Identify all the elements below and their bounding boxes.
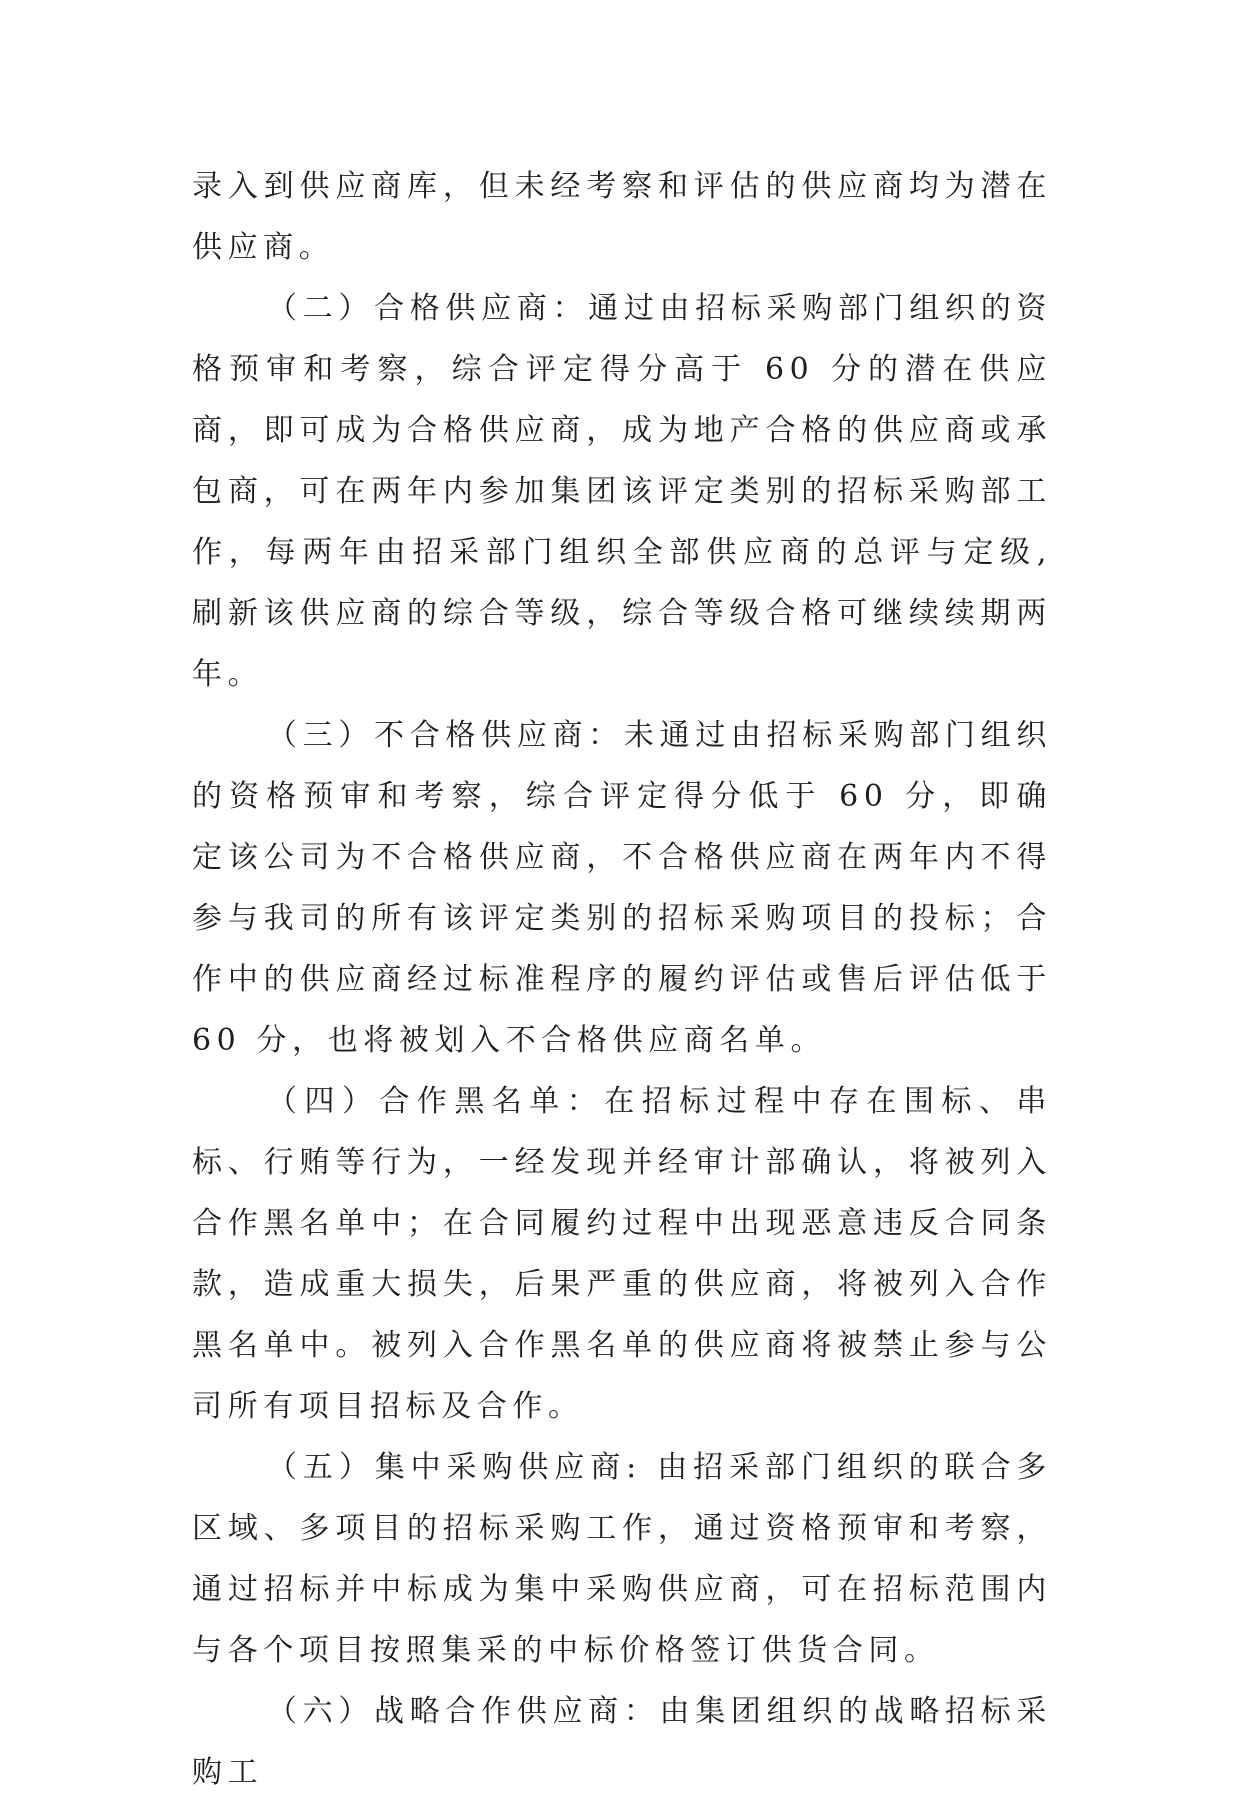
paragraph-potential-supplier-continued: 录入到供应商库，但未经考察和评估的供应商均为潜在供应商。 [192, 169, 1052, 265]
document-body [192, 156, 1052, 1803]
paragraph-qualified-supplier: （二）合格供应商：通过由招标采购部门组织的资格预审和考察，综合评定得分高于 60 分的潜在供应商，即可成为合格供应商，成为地产合格的供应商或承包商，可在两年内参加集团该评定类别的招标采购部工作，每两年由招采部门组织全部供应商的总评与定级,刷新该供应商的综合等级，综合等级合格可继续续期两年。 [192, 291, 1052, 692]
paragraph-centralized-procurement-supplier: （五）集中采购供应商: 由招采部门组织的联合多区域、多项目的招标采购工作，通过资格预审和考察，通过招标并中标成为集中采购供应商，可在招标范围内与各个项目按照集采的中标价格签订供货合同。 [192, 1450, 1052, 1668]
paragraph-strategic-cooperation-supplier: （六）战略合作供应商：由集团组织的战略招标采购工 [192, 1694, 1052, 1790]
paragraph-cooperation-blacklist: （四）合作黑名单：在招标过程中存在围标、串标、行贿等行为，一经发现并经审计部确认，将被列入合作黑名单中；在合同履约过程中出现恶意违反合同条款，造成重大损失，后果严重的供应商，将被列入合作黑名单中。被列入合作黑名单的供应商将被禁止参与公司所有项目招标及合作。 [192, 1084, 1052, 1424]
paragraph-unqualified-supplier: （三）不合格供应商：未通过由招标采购部门组织的资格预审和考察，综合评定得分低于 60 分，即确定该公司为不合格供应商，不合格供应商在两年内不得参与我司的所有该评定类别的招标采购项目的投标；合作中的供应商经过标准程序的履约评估或售后评估低于 60 分，也将被划入不合格供应商名单。 [192, 718, 1052, 1058]
